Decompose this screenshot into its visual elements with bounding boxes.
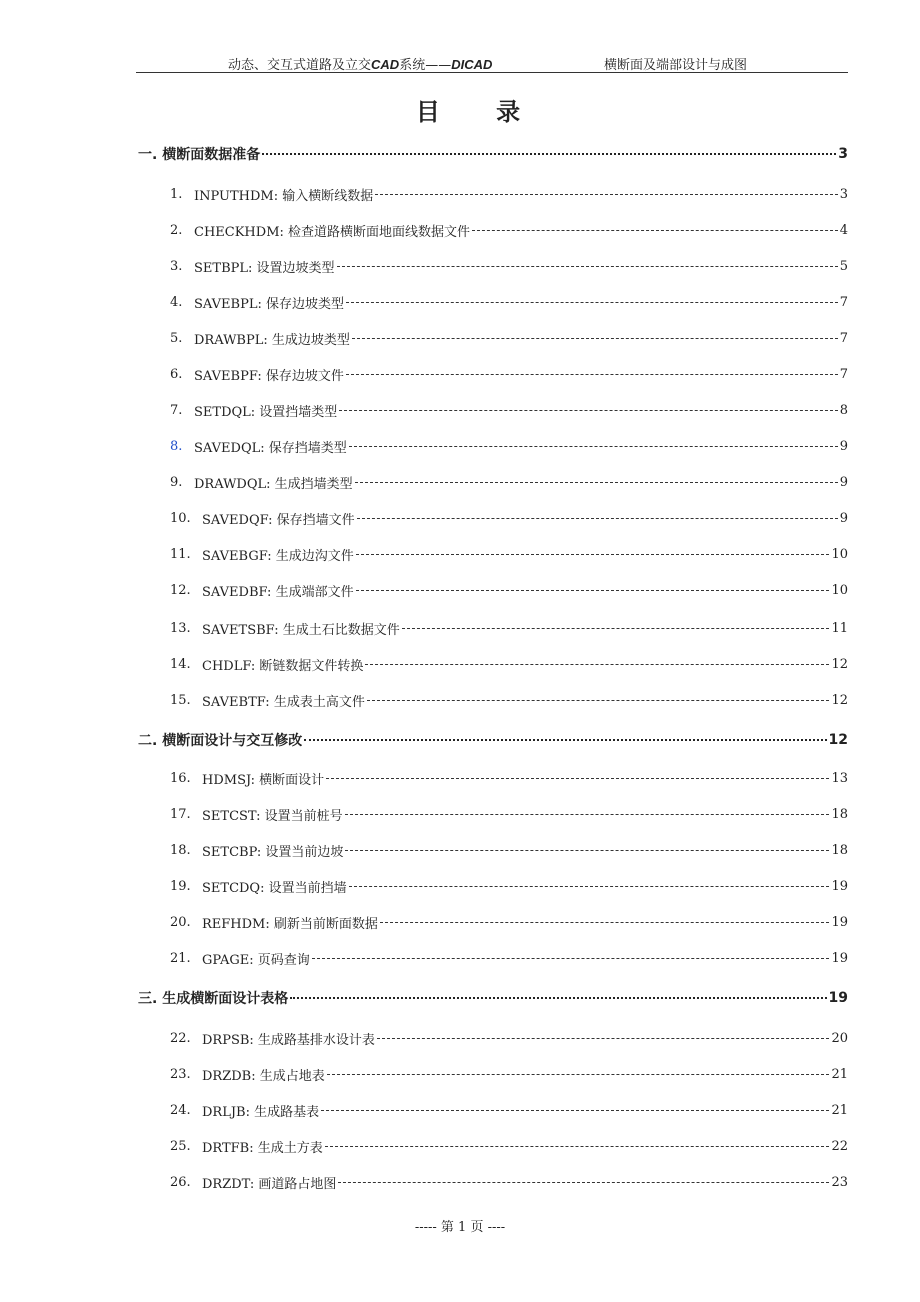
header-right: 横断面及端部设计与成图 xyxy=(604,58,748,73)
toc-entry[interactable] xyxy=(170,948,848,968)
page-number: 10 xyxy=(831,546,848,562)
toc-entry-label: SAVEBPF: 保存边坡文件 xyxy=(194,368,344,384)
header-left-mid: 系统—— xyxy=(399,58,452,73)
toc-entry[interactable] xyxy=(170,328,848,348)
leader-dots xyxy=(356,544,830,564)
leader-dots xyxy=(346,292,838,312)
toc-entry-number: 24. xyxy=(170,1102,191,1118)
leader-dots xyxy=(472,220,838,240)
leader-dots xyxy=(356,580,830,600)
toc-entry[interactable] xyxy=(170,400,848,420)
page-number: 9 xyxy=(839,510,848,526)
page-footer: ----- 第 1 页 ---- xyxy=(414,1220,506,1235)
leader-dots xyxy=(321,1100,829,1120)
toc-entry-number: 1. xyxy=(170,186,183,202)
leader-dots xyxy=(345,840,829,860)
page-number: 9 xyxy=(839,438,848,454)
toc-entry-label: SAVEBTF: 生成表土高文件 xyxy=(202,694,365,710)
toc-entry-label: HDMSJ: 横断面设计 xyxy=(202,772,325,788)
page-number: 22 xyxy=(831,1138,848,1154)
leader-dots xyxy=(375,184,837,204)
toc-entry[interactable] xyxy=(170,876,848,896)
toc-entry[interactable] xyxy=(170,292,848,312)
leader-dots xyxy=(346,364,838,384)
page-number: 19 xyxy=(831,914,848,930)
toc-entry-label: SETCBP: 设置当前边坡 xyxy=(202,844,344,860)
leader-dots xyxy=(337,256,838,276)
toc-entry-number: 19. xyxy=(170,878,191,894)
leader-dots xyxy=(345,804,830,824)
toc-entry-label: SAVEBPL: 保存边坡类型 xyxy=(194,296,344,312)
toc-entry[interactable] xyxy=(170,220,848,240)
toc-entry[interactable] xyxy=(170,1172,848,1192)
page-number: 7 xyxy=(839,366,848,382)
leader-dots xyxy=(377,1028,830,1048)
page-number: 9 xyxy=(839,474,848,490)
toc-entry[interactable] xyxy=(170,804,848,824)
toc-entry[interactable] xyxy=(170,618,848,638)
toc-entry[interactable] xyxy=(170,768,848,788)
toc-entry-number: 2. xyxy=(170,222,183,238)
toc-entry-number: 15. xyxy=(170,692,191,708)
toc-entry-label: SETCDQ: 设置当前挡墙 xyxy=(202,880,347,896)
leader-dots xyxy=(312,948,830,968)
page-number: 21 xyxy=(831,1066,848,1082)
leader-dots xyxy=(339,400,837,420)
toc-entry-number: 17. xyxy=(170,806,191,822)
header-cad: CAD xyxy=(371,57,400,72)
header-left-prefix: 动态、交互式道路及立交 xyxy=(228,58,372,73)
leader-dots xyxy=(367,690,830,710)
toc-entry-number: 8. xyxy=(170,438,183,454)
page-number: 12 xyxy=(831,692,848,708)
header-dicad: DICAD xyxy=(451,57,493,72)
toc-entry[interactable] xyxy=(170,912,848,932)
toc-entry-number: 21. xyxy=(170,950,191,966)
toc-entry-label: SETBPL: 设置边坡类型 xyxy=(194,260,335,276)
leader-dots xyxy=(325,1136,830,1156)
toc-entry-number: 16. xyxy=(170,770,191,786)
toc-section[interactable] xyxy=(138,144,848,164)
leader-dots xyxy=(326,768,829,788)
page-number: 19 xyxy=(831,950,848,966)
toc-section-label: 一. 横断面数据准备 xyxy=(138,147,261,163)
toc-entry-label: SAVEBGF: 生成边沟文件 xyxy=(202,548,354,564)
toc-entry[interactable] xyxy=(170,1100,848,1120)
toc-entry-number: 7. xyxy=(170,402,183,418)
leader-dots xyxy=(355,472,838,492)
toc-entry-number: 6. xyxy=(170,366,183,382)
page-header xyxy=(136,50,848,73)
leader-dots xyxy=(290,988,826,1008)
toc-entry-number: 12. xyxy=(170,582,191,598)
toc-entry-label: DRPSB: 生成路基排水设计表 xyxy=(202,1032,375,1048)
toc-entry[interactable] xyxy=(170,1028,848,1048)
page-number: 20 xyxy=(831,1030,848,1046)
toc-entry-number: 11. xyxy=(170,546,191,562)
toc-entry-number: 4. xyxy=(170,294,183,310)
page-number: 3 xyxy=(838,146,848,162)
toc-entry[interactable] xyxy=(170,580,848,600)
page-number: 19 xyxy=(831,878,848,894)
toc-entry[interactable] xyxy=(170,1136,848,1156)
leader-dots xyxy=(349,876,830,896)
toc-entry-number: 18. xyxy=(170,842,191,858)
toc-entry[interactable] xyxy=(170,184,848,204)
leader-dots xyxy=(304,730,826,750)
toc-entry-label: SAVEDQL: 保存挡墙类型 xyxy=(194,440,347,456)
page-number: 12 xyxy=(831,656,848,672)
toc-entry-label: DRZDT: 画道路占地图 xyxy=(202,1176,337,1192)
toc-entry-number: 3. xyxy=(170,258,183,274)
toc-title: 目 录 xyxy=(415,98,545,126)
toc-entry-number: 14. xyxy=(170,656,191,672)
toc-entry-label: SAVEDQF: 保存挡墙文件 xyxy=(202,512,355,528)
toc-entry-number: 25. xyxy=(170,1138,191,1154)
toc-entry-label: CHECKHDM: 检查道路横断面地面线数据文件 xyxy=(194,224,471,240)
leader-dots xyxy=(402,618,830,638)
toc-section-label: 二. 横断面设计与交互修改 xyxy=(138,733,303,749)
leader-dots xyxy=(349,436,838,456)
toc-entry[interactable] xyxy=(170,654,848,674)
leader-dots xyxy=(380,912,830,932)
page-number: 18 xyxy=(831,806,848,822)
leader-dots xyxy=(352,328,838,348)
toc-section[interactable] xyxy=(138,988,848,1008)
page-number: 18 xyxy=(831,842,848,858)
header-left xyxy=(228,54,492,73)
toc-entry[interactable] xyxy=(170,544,848,564)
toc-section[interactable] xyxy=(138,730,848,750)
toc-entry-label: DRLJB: 生成路基表 xyxy=(202,1104,320,1120)
page-number: 7 xyxy=(839,294,848,310)
toc-entry-label: DRTFB: 生成土方表 xyxy=(202,1140,323,1156)
page-number: 12 xyxy=(828,732,848,748)
page-number: 21 xyxy=(831,1102,848,1118)
leader-dots xyxy=(357,508,838,528)
toc-entry-label: SETCST: 设置当前桩号 xyxy=(202,808,343,824)
page-number: 10 xyxy=(831,582,848,598)
page-number: 4 xyxy=(839,222,848,238)
toc-entry-number: 10. xyxy=(170,510,191,526)
page-number: 11 xyxy=(831,620,848,636)
toc-entry-number: 20. xyxy=(170,914,191,930)
toc-entry[interactable] xyxy=(170,472,848,492)
toc-entry-number: 13. xyxy=(170,620,191,636)
toc-entry[interactable] xyxy=(170,840,848,860)
page-number: 8 xyxy=(839,402,848,418)
toc-entry-label: SAVETSBF: 生成土石比数据文件 xyxy=(202,622,400,638)
toc-entry[interactable] xyxy=(170,690,848,710)
page-number: 23 xyxy=(831,1174,848,1190)
toc-entry-label: DRAWDQL: 生成挡墙类型 xyxy=(194,476,353,492)
page-number: 7 xyxy=(839,330,848,346)
toc-entry-label: DRAWBPL: 生成边坡类型 xyxy=(194,332,350,348)
leader-dots xyxy=(262,144,836,164)
page-number: 5 xyxy=(839,258,848,274)
toc-entry-label: INPUTHDM: 输入横断线数据 xyxy=(194,188,374,204)
leader-dots xyxy=(327,1064,830,1084)
leader-dots xyxy=(365,654,829,674)
leader-dots xyxy=(338,1172,829,1192)
toc-section-label: 三. 生成横断面设计表格 xyxy=(138,991,289,1007)
toc-entry-number: 5. xyxy=(170,330,183,346)
toc-entry[interactable] xyxy=(170,256,848,276)
page-number: 13 xyxy=(831,770,848,786)
toc-entry[interactable] xyxy=(170,1064,848,1084)
toc-entry-label: DRZDB: 生成占地表 xyxy=(202,1068,325,1084)
toc-entry[interactable] xyxy=(170,436,848,456)
page-number: 19 xyxy=(828,990,848,1006)
toc-entry-label: REFHDM: 刷新当前断面数据 xyxy=(202,916,378,932)
toc-entry-number: 22. xyxy=(170,1030,191,1046)
toc-entry-number: 26. xyxy=(170,1174,191,1190)
toc-entry-number: 9. xyxy=(170,474,183,490)
toc-entry-label: CHDLF: 断链数据文件转换 xyxy=(202,658,364,674)
page-number: 3 xyxy=(839,186,848,202)
toc-entry-label: GPAGE: 页码查询 xyxy=(202,952,310,968)
toc-entry-label: SAVEDBF: 生成端部文件 xyxy=(202,584,354,600)
toc-entry[interactable] xyxy=(170,508,848,528)
toc-entry-number: 23. xyxy=(170,1066,191,1082)
toc-entry[interactable] xyxy=(170,364,848,384)
toc-entry-label: SETDQL: 设置挡墙类型 xyxy=(194,404,338,420)
